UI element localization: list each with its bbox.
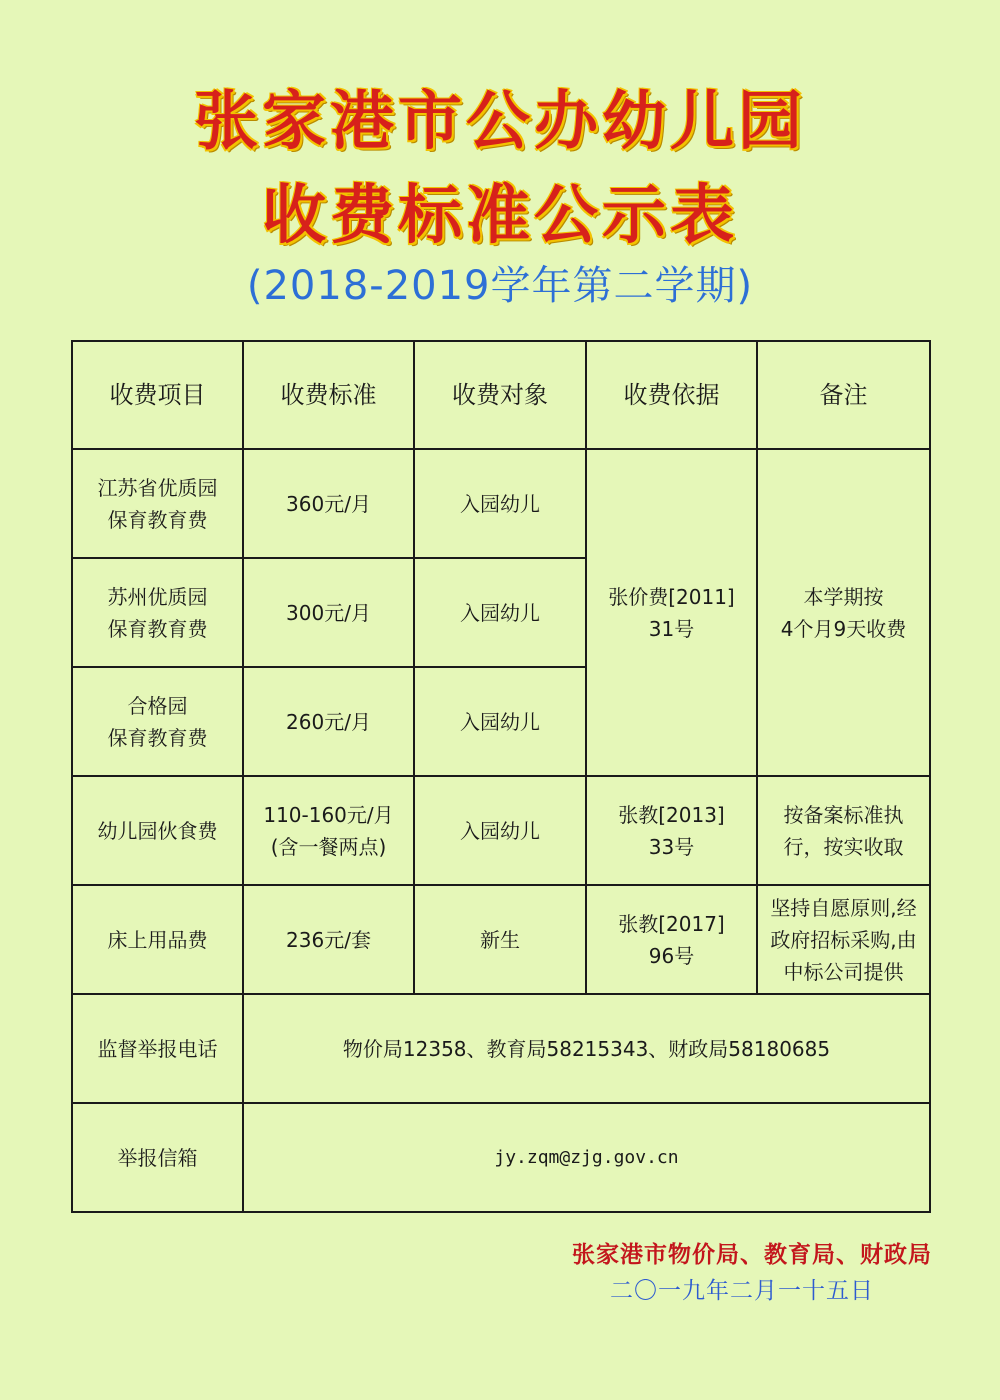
fee-item-cell <box>72 449 243 558</box>
note-line: 按备案标准执 <box>783 802 904 827</box>
fee-target-cell: 入园幼儿 <box>414 667 586 776</box>
note-line: 中标公司提供 <box>783 959 904 984</box>
fee-basis-cell <box>586 885 757 994</box>
fee-item-line: 苏州优质园 <box>107 584 208 609</box>
table-row <box>72 885 930 994</box>
table-row <box>72 776 930 885</box>
mailbox-value: jy.zqm@zjg.gov.cn <box>243 1103 930 1212</box>
issuing-organizations: 张家港市物价局、教育局、财政局 <box>572 1242 932 1268</box>
hotline-row <box>72 994 930 1103</box>
fee-item-line: 江苏省优质园 <box>97 475 218 500</box>
fee-item-cell <box>72 667 243 776</box>
note-line: 政府招标采购,由 <box>770 927 917 952</box>
basis-line: 张教[2013] <box>618 802 725 827</box>
title-line-2: 收费标准公示表 <box>262 179 738 253</box>
fee-standard-cell <box>243 558 414 667</box>
fee-item-line: 保育教育费 <box>107 616 208 641</box>
column-header-target: 收费对象 <box>414 341 586 449</box>
basis-line: 31号 <box>648 616 695 641</box>
fee-standard-line: 300元/月 <box>286 600 371 625</box>
fee-target-cell: 入园幼儿 <box>414 558 586 667</box>
column-header-item: 收费项目 <box>72 341 243 449</box>
fee-standard-cell <box>243 776 414 885</box>
note-line: 坚持自愿原则,经 <box>770 895 917 920</box>
hotline-label: 监督举报电话 <box>72 994 243 1103</box>
fee-standard-cell <box>243 667 414 776</box>
fee-item-cell <box>72 776 243 885</box>
mailbox-label: 举报信箱 <box>72 1103 243 1212</box>
fee-note-cell <box>757 885 930 994</box>
fee-note-cell <box>757 776 930 885</box>
basis-line: 张价费[2011] <box>608 584 735 609</box>
basis-line: 96号 <box>648 943 695 968</box>
note-line: 本学期按 <box>803 584 884 609</box>
fee-table <box>71 340 931 1213</box>
hotline-value: 物价局12358、教育局58215343、财政局58180685 <box>243 994 930 1103</box>
table-header-row <box>72 341 930 449</box>
fee-item-cell <box>72 558 243 667</box>
issue-date: 二〇一九年二月一十五日 <box>610 1278 874 1304</box>
note-line: 4个月9天收费 <box>780 616 907 641</box>
fee-item-line: 床上用品费 <box>107 927 208 952</box>
column-header-standard: 收费标准 <box>243 341 414 449</box>
fee-target-cell: 入园幼儿 <box>414 776 586 885</box>
fee-item-line: 合格园 <box>127 693 188 718</box>
basis-line: 张教[2017] <box>618 911 725 936</box>
fee-standard-line: (含一餐两点) <box>270 834 387 859</box>
fee-basis-cell <box>586 776 757 885</box>
fee-target-cell: 入园幼儿 <box>414 449 586 558</box>
shared-basis-cell <box>586 449 757 776</box>
subtitle: (2018-2019学年第二学期) <box>246 263 754 309</box>
table-row <box>72 449 930 558</box>
fee-standard-line: 236元/套 <box>286 927 371 952</box>
column-header-basis: 收费依据 <box>586 341 757 449</box>
fee-target-cell: 新生 <box>414 885 586 994</box>
fee-standard-line: 360元/月 <box>286 491 371 516</box>
fee-item-cell <box>72 885 243 994</box>
fee-standard-line: 110-160元/月 <box>263 802 394 827</box>
mailbox-row <box>72 1103 930 1212</box>
fee-item-line: 保育教育费 <box>107 725 208 750</box>
title-line-1: 张家港市公办幼儿园 <box>194 85 806 159</box>
fee-standard-line: 260元/月 <box>286 709 371 734</box>
shared-note-cell <box>757 449 930 776</box>
fee-item-line: 幼儿园伙食费 <box>97 818 218 843</box>
fee-standard-cell <box>243 449 414 558</box>
fee-item-line: 保育教育费 <box>107 507 208 532</box>
fee-standard-cell <box>243 885 414 994</box>
note-line: 行，按实收取 <box>783 834 904 859</box>
column-header-note: 备注 <box>757 341 930 449</box>
basis-line: 33号 <box>648 834 695 859</box>
